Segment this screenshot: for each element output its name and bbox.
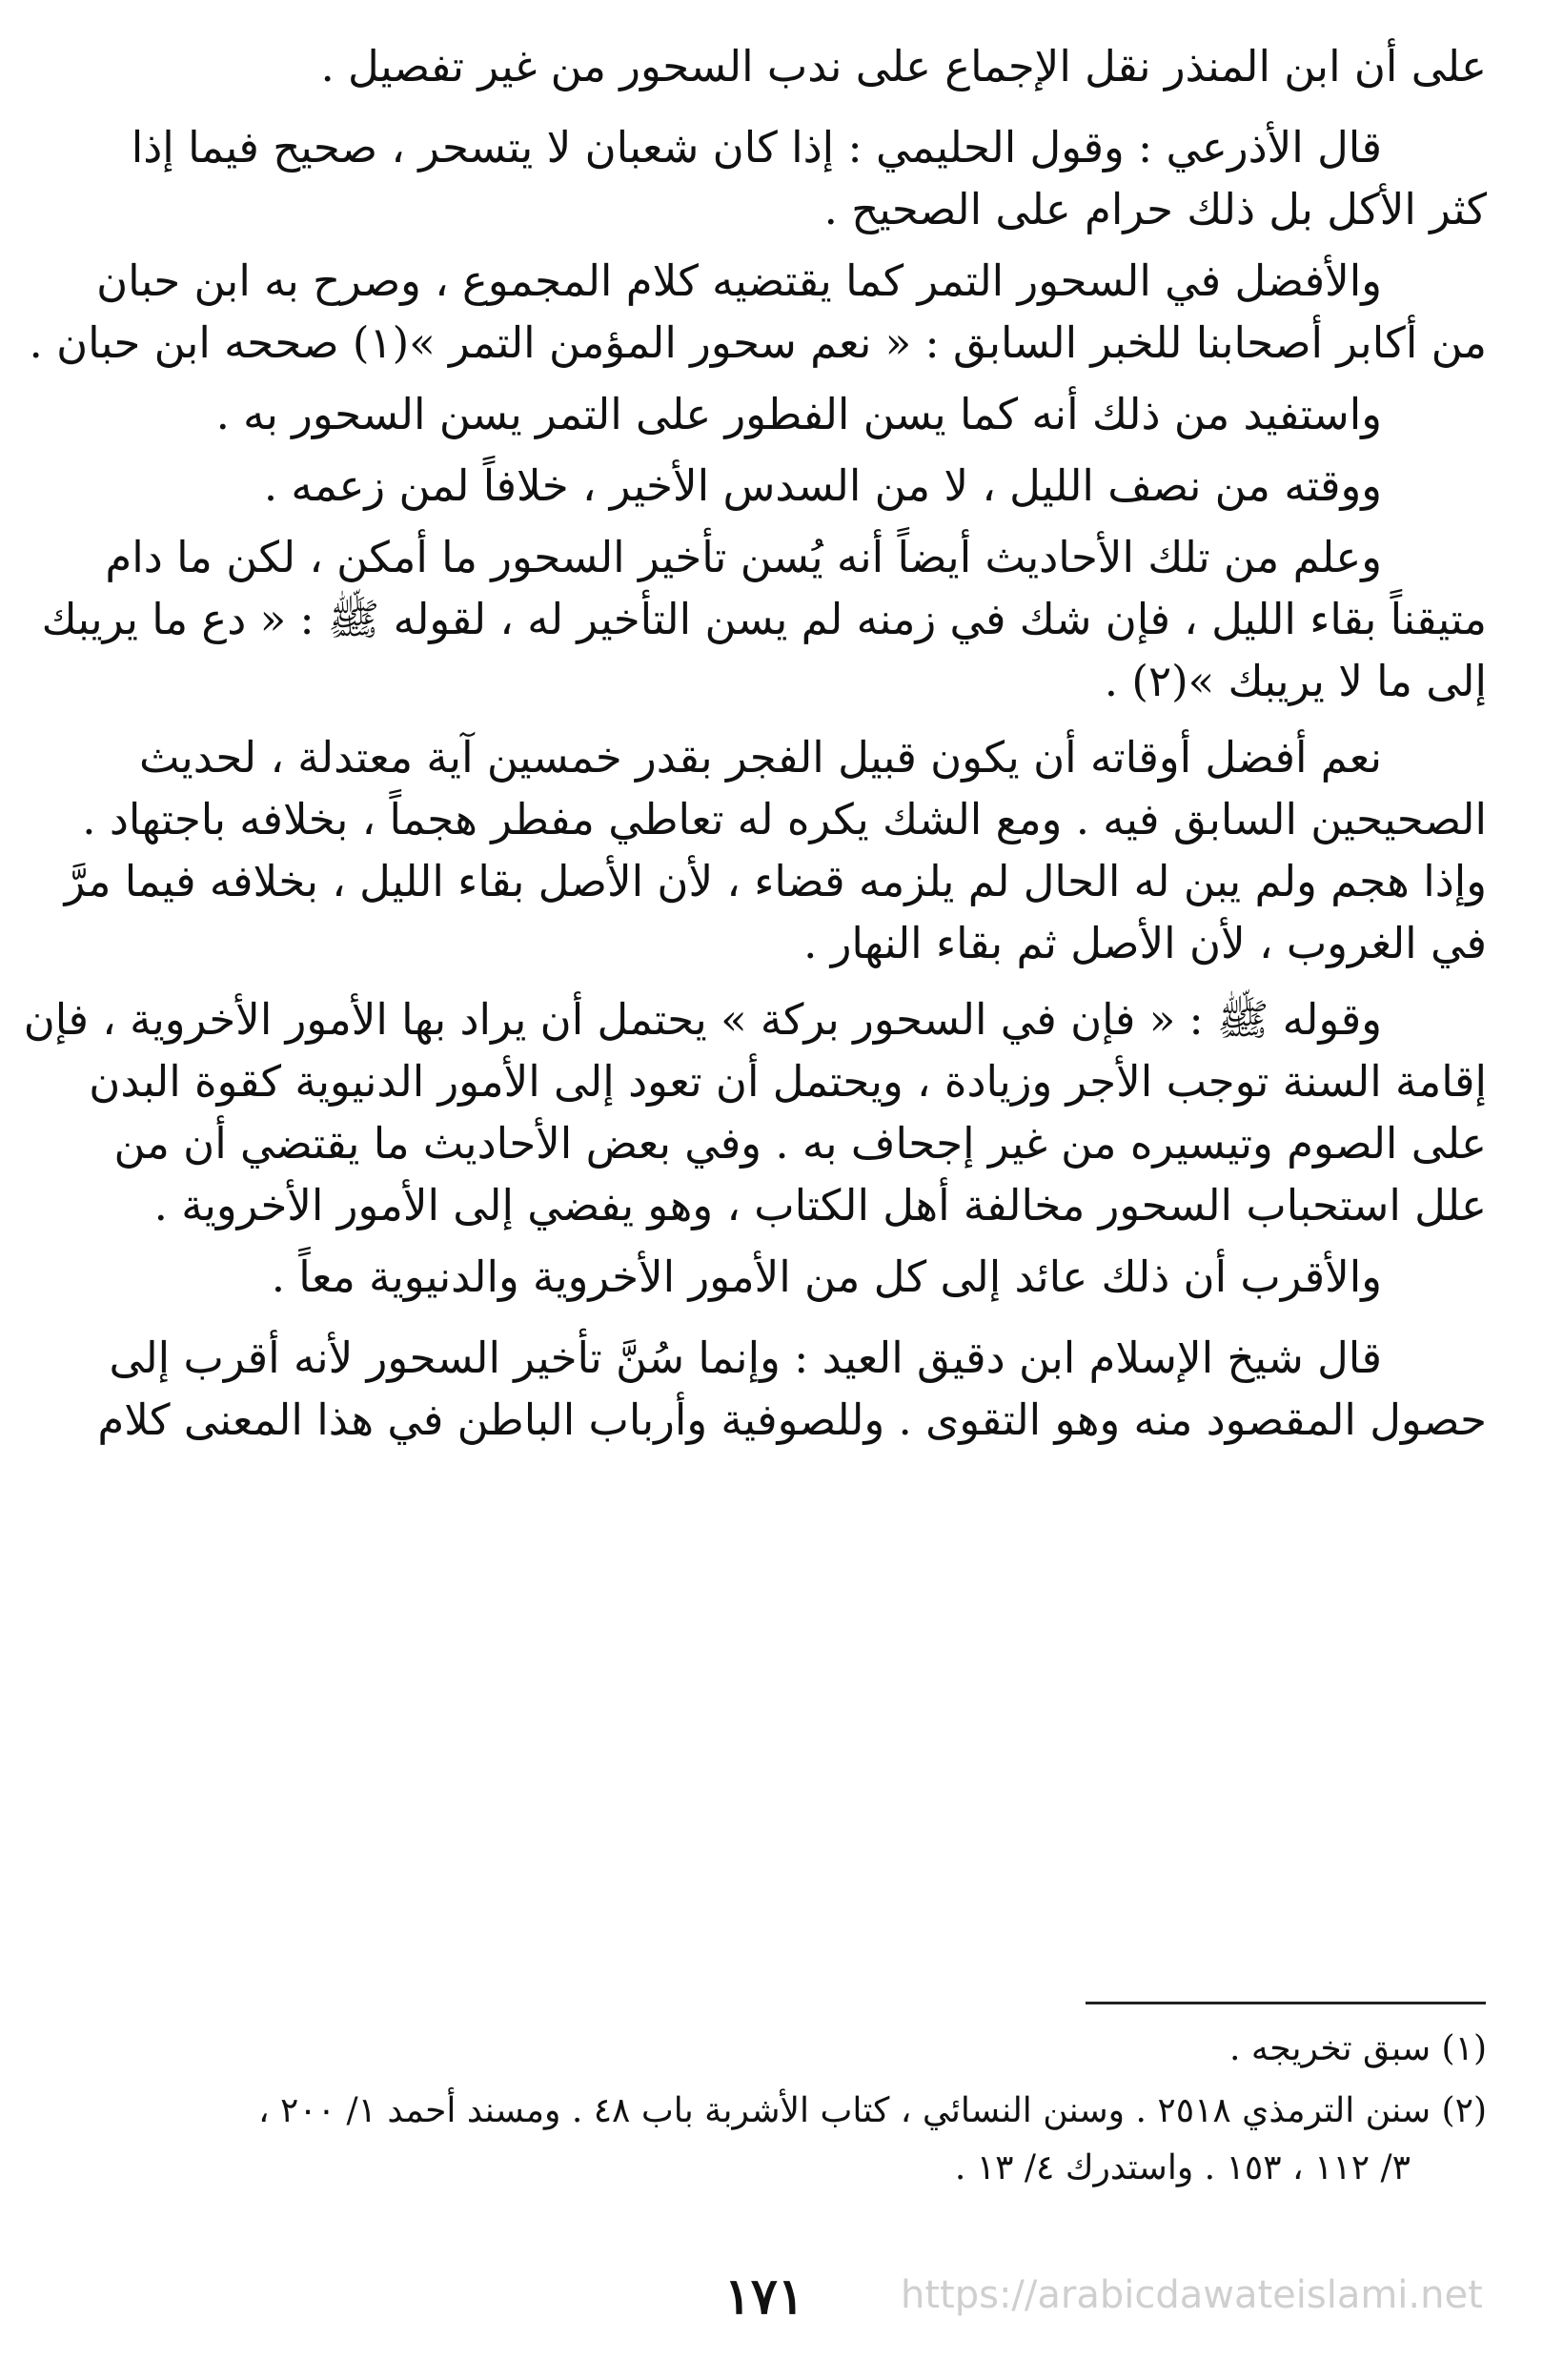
text-line: على الصوم وتيسيره من غير إجحاف به . وفي بعض الأحاديث ما يقتضي أن من: [113, 1118, 1487, 1169]
page-number: ١٧١: [724, 2268, 804, 2326]
text-line: وإذا هجم ولم يبن له الحال لم يلزمه قضاء ، لأن الأصل بقاء الليل ، بخلافه فيما مرَّ: [64, 856, 1487, 906]
text-line: وعلم من تلك الأحاديث أيضاً أنه يُسن تأخير السحور ما أمكن ، لكن ما دام: [105, 532, 1382, 582]
text-line: على أن ابن المنذر نقل الإجماع على ندب السحور من غير تفصيل .: [320, 41, 1487, 92]
text-line: قال شيخ الإسلام ابن دقيق العيد : وإنما سُنَّ تأخير السحور لأنه أقرب إلى: [109, 1332, 1382, 1383]
text-line: إلى ما لا يريبك »(٢) .: [1104, 656, 1487, 706]
text-line: من أكابر أصحابنا للخبر السابق : « نعم سحور المؤمن التمر »(١) صححه ابن حبان .: [29, 317, 1487, 368]
text-line: في الغروب ، لأن الأصل ثم بقاء النهار .: [803, 918, 1487, 968]
footnote-line: (١) سبق تخريجه .: [1229, 2029, 1487, 2068]
text-line: الصحيحين السابق فيه . ومع الشك يكره له تعاطي مفطر هجماً ، بخلافه باجتهاد .: [82, 794, 1487, 844]
text-line: متيقناً بقاء الليل ، فإن شك في زمنه لم يسن التأخير له ، لقوله ﷺ : « دع ما يريبك: [41, 594, 1487, 644]
text-line: وقوله ﷺ : « فإن في السحور بركة » يحتمل أن يراد بها الأمور الأخروية ، فإن: [23, 994, 1382, 1045]
text-line: نعم أفضل أوقاته أن يكون قبيل الفجر بقدر خمسين آية معتدلة ، لحديث: [139, 732, 1382, 783]
text-line: حصول المقصود منه وهو التقوى . وللصوفية وأرباب الباطن في هذا المعنى كلام: [97, 1394, 1487, 1445]
footnote-line: ٣/ ١١٢ ، ١٥٣ . واستدرك ٤/ ١٣ .: [954, 2148, 1411, 2187]
text-line: ووقته من نصف الليل ، لا من السدس الأخير ، خلافاً لمن زعمه .: [263, 460, 1382, 511]
watermark-url: https://arabicdawateislami.net: [901, 2273, 1483, 2317]
text-line: علل استحباب السحور مخالفة أهل الكتاب ، وهو يفضي إلى الأمور الأخروية .: [153, 1180, 1487, 1231]
text-line: إقامة السنة توجب الأجر وزيادة ، ويحتمل أن تعود إلى الأمور الدنيوية كقوة البدن: [89, 1056, 1487, 1107]
text-line: كثر الأكل بل ذلك حرام على الصحيح .: [823, 184, 1487, 234]
text-line: والأقرب أن ذلك عائد إلى كل من الأمور الأخروية والدنيوية معاً .: [271, 1251, 1382, 1302]
footnote-separator: [1086, 2002, 1486, 2004]
text-line: واستفيد من ذلك أنه كما يسن الفطور على التمر يسن السحور به .: [215, 389, 1382, 439]
text-line: قال الأذرعي : وقول الحليمي : إذا كان شعبان لا يتسحر ، صحيح فيما إذا: [131, 122, 1382, 173]
footnote-line: (٢) سنن الترمذي ٢٥١٨ . وسنن النسائي ، كتاب الأشربة باب ٤٨ . ومسند أحمد ١/ ٢٠٠ ،: [257, 2091, 1487, 2130]
text-line: والأفضل في السحور التمر كما يقتضيه كلام المجموع ، وصرح به ابن حبان: [96, 255, 1382, 306]
